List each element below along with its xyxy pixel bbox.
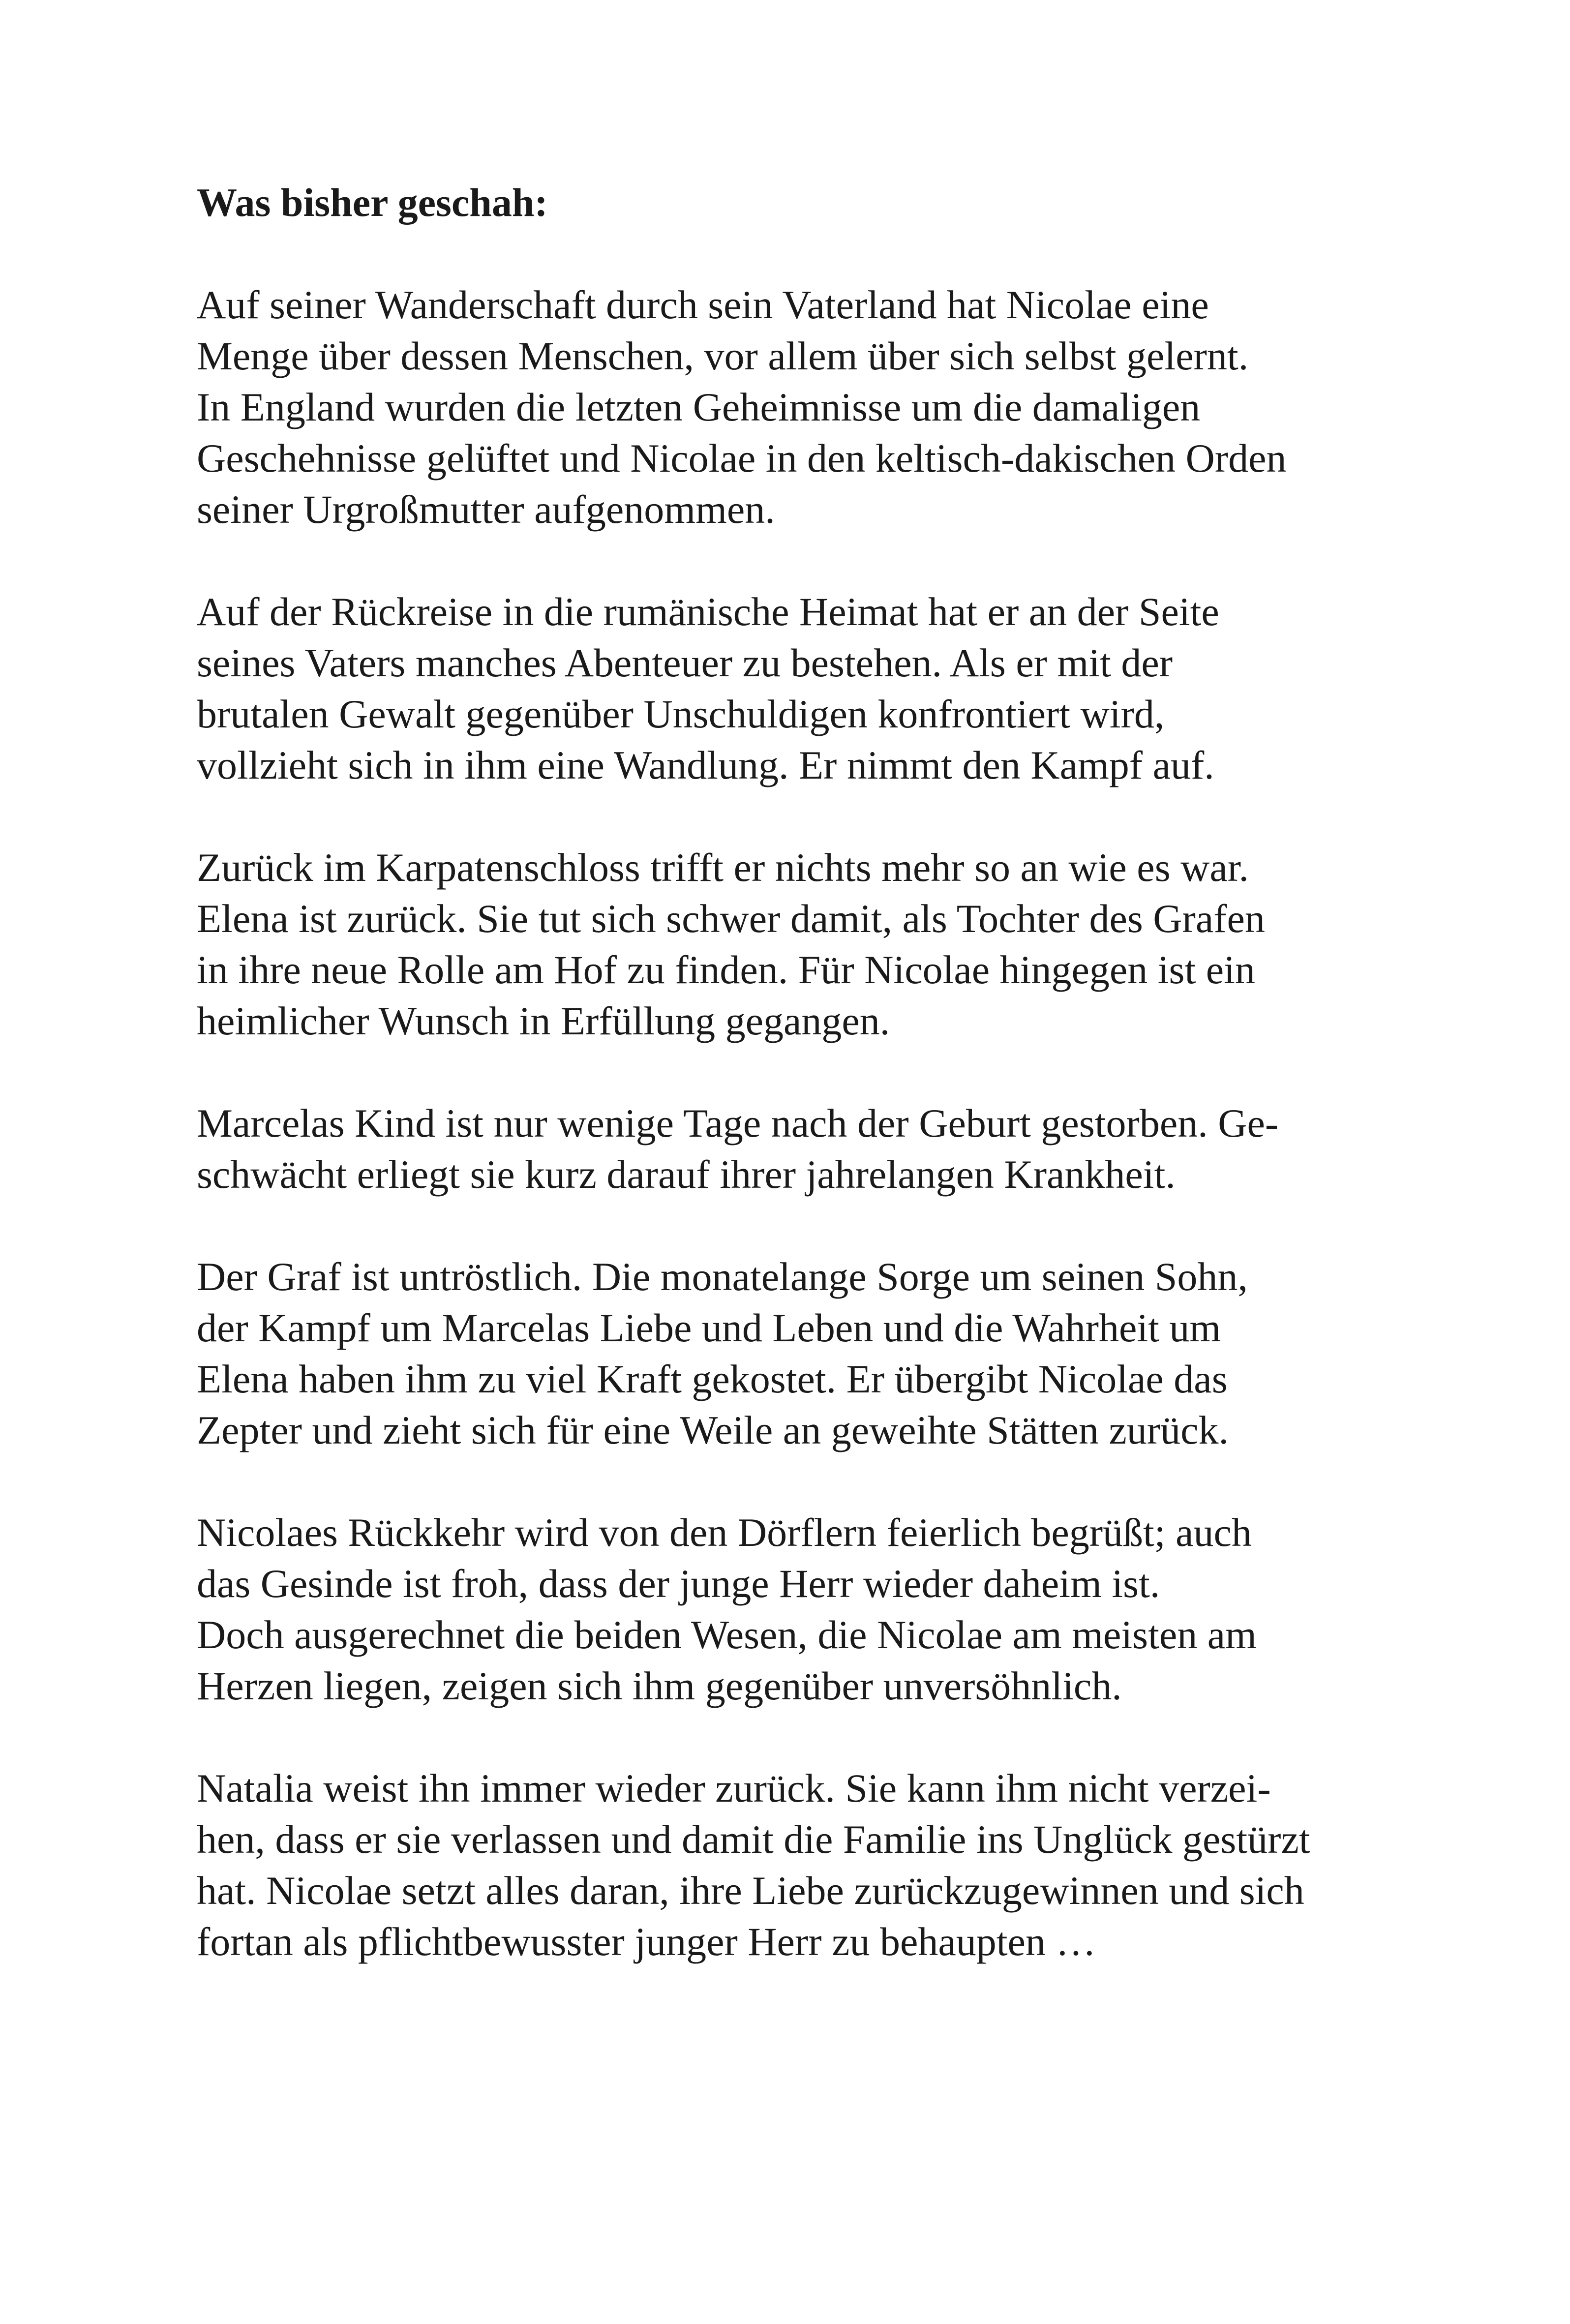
text-line: Auf seiner Wanderschaft durch sein Vaterland hat Nicolae eine bbox=[197, 282, 1209, 327]
text-line: Geschehnisse gelüftet und Nicolae in den keltisch-dakischen Orden bbox=[197, 436, 1287, 481]
text-line: Auf der Rückreise in die rumänische Heimat hat er an der Seite bbox=[197, 589, 1219, 634]
text-line: Der Graf ist untröstlich. Die monatelange Sorge um seinen Sohn, bbox=[197, 1254, 1248, 1299]
text-line: In England wurden die letzten Geheimnisse um die damaligen bbox=[197, 385, 1201, 429]
text-line: fortan als pflichtbewusster junger Herr zu behaupten … bbox=[197, 1919, 1096, 1964]
text-line: Elena ist zurück. Sie tut sich schwer damit, als Tochter des Grafen bbox=[197, 896, 1265, 941]
text-line: Doch ausgerechnet die beiden Wesen, die Nicolae am meisten am bbox=[197, 1612, 1257, 1657]
text-line: Natalia weist ihn immer wieder zurück. Sie kann ihm nicht verzei- bbox=[197, 1766, 1271, 1811]
text-line: heimlicher Wunsch in Erfüllung gegangen. bbox=[197, 998, 890, 1043]
text-line: der Kampf um Marcelas Liebe und Leben und die Wahrheit um bbox=[197, 1305, 1221, 1350]
text-line: das Gesinde ist froh, dass der junge Herr wieder daheim ist. bbox=[197, 1561, 1160, 1606]
paragraph-4 bbox=[197, 1098, 1426, 1200]
text-line: Zepter und zieht sich für eine Weile an geweihte Stätten zurück. bbox=[197, 1408, 1229, 1452]
paragraph-1 bbox=[197, 279, 1426, 535]
section-title: Was bisher geschah: bbox=[197, 180, 548, 225]
text-line: vollzieht sich in ihm eine Wandlung. Er nimmt den Kampf auf. bbox=[197, 743, 1214, 787]
paragraph-2 bbox=[197, 586, 1426, 791]
paragraph-3 bbox=[197, 842, 1426, 1047]
text-line: brutalen Gewalt gegenüber Unschuldigen konfrontiert wird, bbox=[197, 692, 1165, 736]
text-line: hat. Nicolae setzt alles daran, ihre Liebe zurückzugewinnen und sich bbox=[197, 1868, 1304, 1913]
text-line: Marcelas Kind ist nur wenige Tage nach der Geburt gestorben. Ge- bbox=[197, 1101, 1279, 1146]
text-line: seiner Urgroßmutter aufgenommen. bbox=[197, 487, 775, 532]
text-line: in ihre neue Rolle am Hof zu finden. Für Nicolae hingegen ist ein bbox=[197, 947, 1255, 992]
text-line: Nicolaes Rückkehr wird von den Dörflern feierlich begrüßt; auch bbox=[197, 1510, 1252, 1555]
text-line: Zurück im Karpatenschloss trifft er nichts mehr so an wie es war. bbox=[197, 845, 1249, 890]
text-line: seines Vaters manches Abenteuer zu bestehen. Als er mit der bbox=[197, 640, 1173, 685]
paragraph-7 bbox=[197, 1763, 1426, 1967]
text-line: hen, dass er sie verlassen und damit die Familie ins Unglück gestürzt bbox=[197, 1817, 1310, 1862]
paragraph-6 bbox=[197, 1507, 1426, 1712]
text-line: Herzen liegen, zeigen sich ihm gegenüber unversöhnlich. bbox=[197, 1663, 1122, 1708]
text-line: schwächt erliegt sie kurz darauf ihrer jahrelangen Krankheit. bbox=[197, 1152, 1176, 1197]
document-page bbox=[197, 177, 1426, 2019]
text-line: Menge über dessen Menschen, vor allem über sich selbst gelernt. bbox=[197, 333, 1249, 378]
text-line: Elena haben ihm zu viel Kraft gekostet. Er übergibt Nicolae das bbox=[197, 1357, 1228, 1401]
paragraph-5 bbox=[197, 1251, 1426, 1456]
